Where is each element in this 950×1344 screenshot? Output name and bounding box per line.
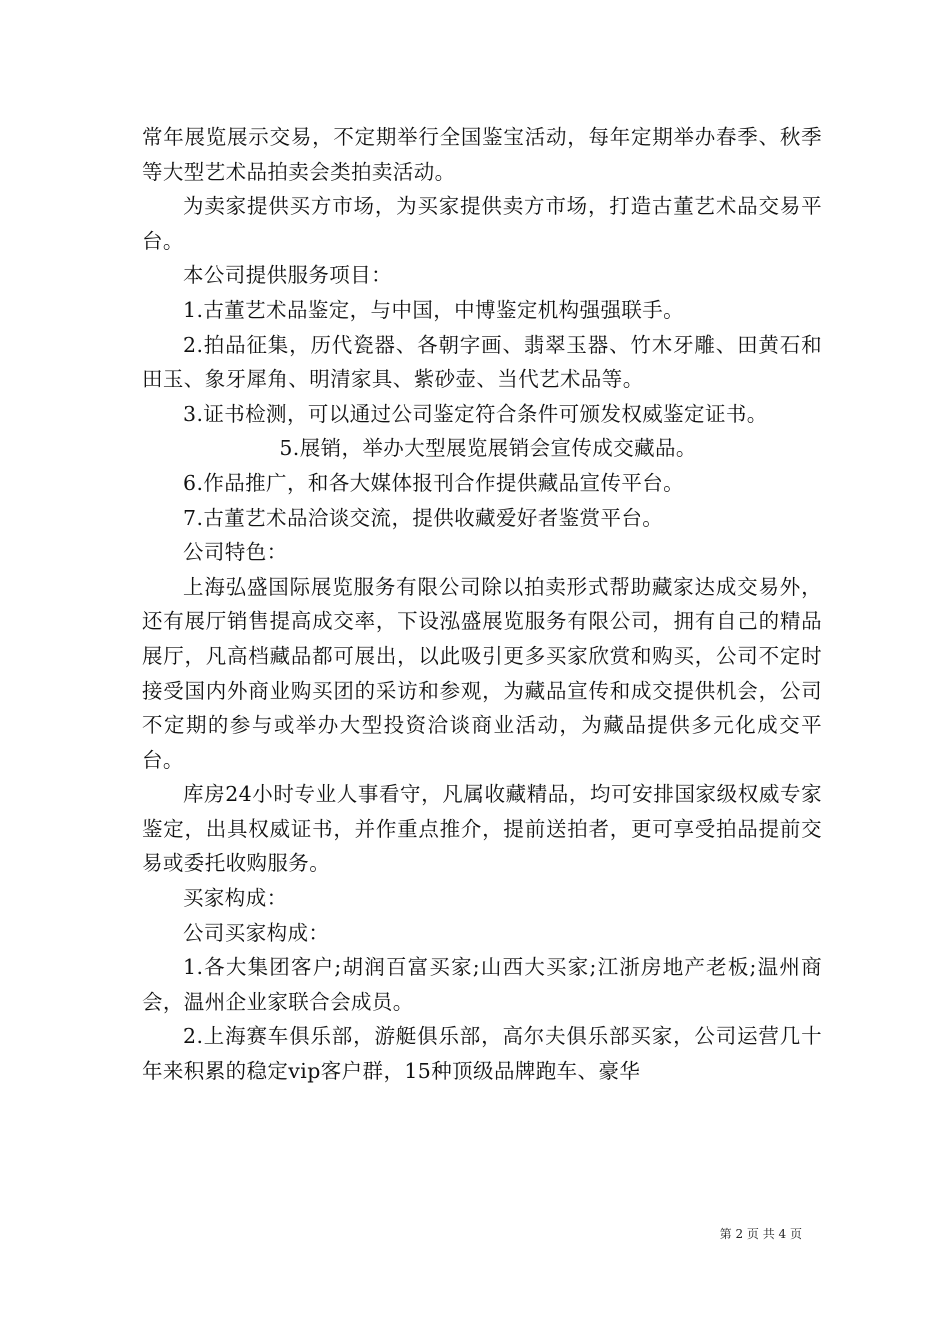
body-text [142, 120, 822, 1089]
paragraph-service-7: 7.古董艺术品洽谈交流，提供收藏爱好者鉴赏平台。 [183, 505, 664, 530]
paragraph-features-heading: 公司特色： [183, 540, 288, 565]
paragraph-buyer-2: 2.上海赛车俱乐部，游艇俱乐部，高尔夫俱乐部买家，公司运营几十年来积累的稳定vip客户群，15种顶级品牌跑车、豪华 [142, 1024, 822, 1084]
paragraph-storage: 库房24小时专业人事看守，凡属收藏精品，均可安排国家级权威专家鉴定，出具权威证书，并作重点推介，提前送拍者，更可享受拍品提前交易或委托收购服务。 [142, 782, 822, 876]
paragraph-service-1: 1.古董艺术品鉴定，与中国，中博鉴定机构强强联手。 [183, 297, 685, 322]
paragraph-buyers-subheading: 公司买家构成： [183, 920, 330, 945]
paragraph-buyers-heading: 买家构成： [183, 886, 288, 911]
paragraph-exhibition: 常年展览展示交易，不定期举行全国鉴宝活动，每年定期举办春季、秋季等大型艺术品拍卖会类拍卖活动。 [142, 125, 822, 184]
paragraph-market: 为卖家提供买方市场，为买家提供卖方市场，打造古董艺术品交易平台。 [142, 194, 822, 253]
paragraph-services-heading: 本公司提供服务项目： [183, 263, 392, 288]
paragraph-service-3: 3.证书检测，可以通过公司鉴定符合条件可颁发权威鉴定证书。 [183, 401, 768, 426]
paragraph-features-body: 上海弘盛国际展览服务有限公司除以拍卖形式帮助藏家达成交易外，还有展厅销售提高成交率，下设泓盛展览服务有限公司，拥有自己的精品展厅，凡高档藏品都可展出，以此吸引更多买家欣赏和购买，公司不定时接受国内外商业购买团的采访和参观，为藏品宣传和成交提供机会，公司不定期的参与或举办大型投资洽谈商业活动，为藏品提供多元化成交平台。 [142, 574, 822, 772]
page-number: 第 2 页 共 4 页 [719, 1227, 802, 1241]
paragraph-service-2: 2.拍品征集，历代瓷器、各朝字画、翡翠玉器、竹木牙雕、田黄石和田玉、象牙犀角、明清家具、紫砂壶、当代艺术品等。 [142, 332, 822, 392]
paragraph-buyer-1: 1.各大集团客户;胡润百富买家;山西大买家;江浙房地产老板;温州商会，温州企业家联合会成员。 [142, 955, 822, 1014]
paragraph-service-6: 6.作品推广，和各大媒体报刊合作提供藏品宣传平台。 [183, 470, 685, 495]
paragraph-service-5: 5.展销，举办大型展览展销会宣传成交藏品。 [279, 436, 697, 461]
